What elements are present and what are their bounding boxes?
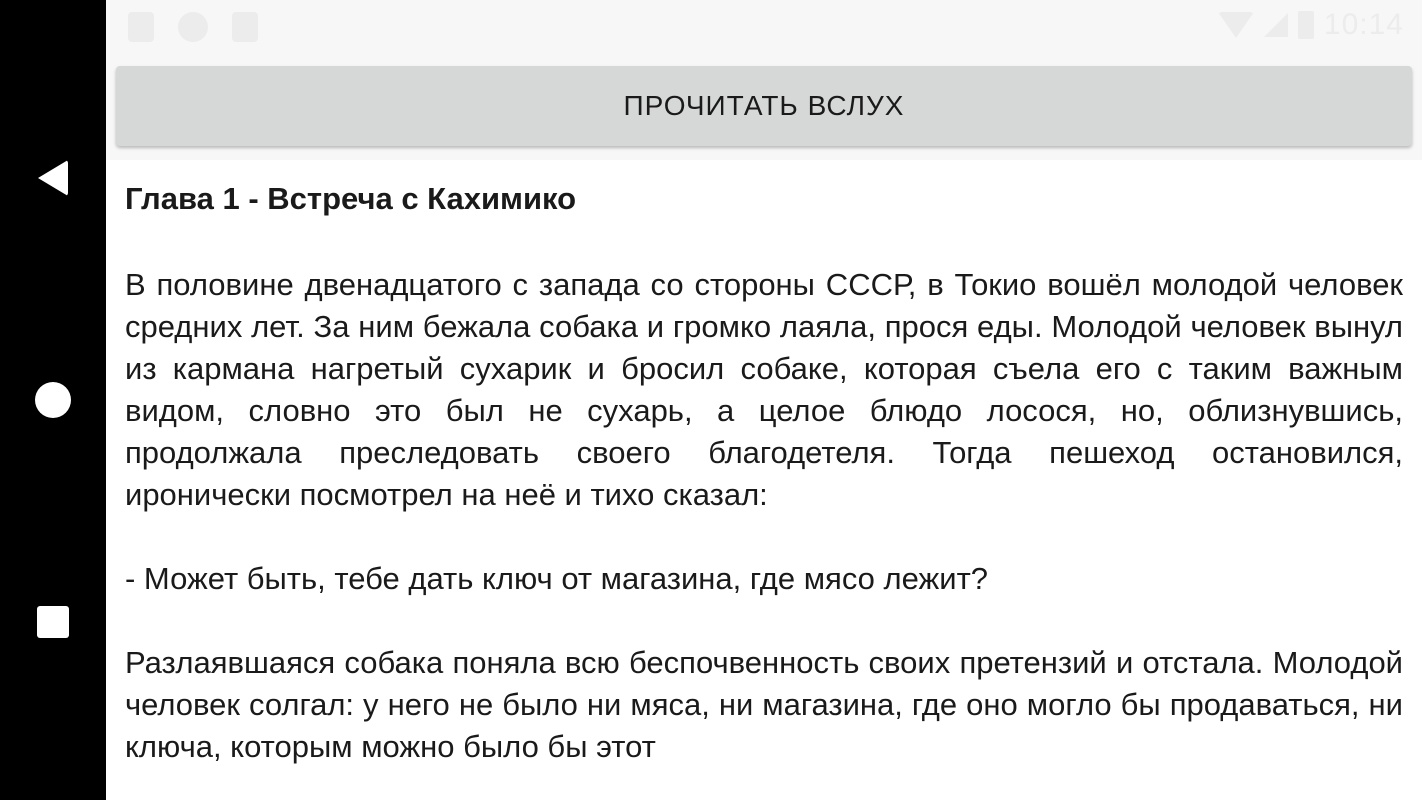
home-button[interactable] bbox=[0, 345, 106, 455]
sd-card-icon bbox=[232, 12, 258, 42]
navigation-bar bbox=[0, 0, 106, 800]
signal-icon bbox=[1264, 13, 1288, 37]
home-icon bbox=[35, 382, 71, 418]
chapter-content bbox=[125, 176, 1403, 800]
back-icon bbox=[38, 160, 68, 196]
chapter-title: Глава 1 - Встреча с Кахимико bbox=[125, 181, 577, 216]
notification-icon bbox=[128, 12, 154, 42]
main-area bbox=[106, 0, 1422, 800]
recents-button[interactable] bbox=[0, 567, 106, 677]
status-time: 10:14 bbox=[1323, 8, 1404, 41]
paragraph: Разлаявшаяся собака поняла всю беспочвенность своих претензий и отстала. Молодой человек солгал: у него не было ни мяса, ни магазина, где оно могло бы продаваться, ни ключа, которым можно было бы этот bbox=[125, 645, 1403, 764]
recents-icon bbox=[37, 606, 69, 638]
status-bar bbox=[106, 0, 1422, 56]
paragraph: В половине двенадцатого с запада со стороны СССР, в Токио вошёл молодой человек средних лет. За ним бежала собака и громко лаяла, прося еды. Молодой человек вынул из кармана нагретый сухарик и бросил собаке, которая съела его с таким важным видом, словно это был не сухарь, а целое блюдо лосося, но, облизнувшись, продолжала преследовать своего благодетеля. Тогда пешеход остановился, иронически посмотрел на неё и тихо сказал: bbox=[125, 267, 1403, 512]
status-left-icons bbox=[128, 12, 258, 42]
battery-icon bbox=[1298, 11, 1314, 39]
paragraph: - Может быть, тебе дать ключ от магазина, где мясо лежит? bbox=[125, 561, 989, 596]
toolbar bbox=[106, 56, 1422, 160]
wifi-icon bbox=[1218, 12, 1254, 38]
status-right-icons bbox=[1218, 8, 1404, 42]
back-button[interactable] bbox=[0, 123, 106, 233]
read-aloud-button[interactable]: ПРОЧИТАТЬ ВСЛУХ bbox=[116, 66, 1412, 146]
sync-icon bbox=[178, 12, 208, 42]
